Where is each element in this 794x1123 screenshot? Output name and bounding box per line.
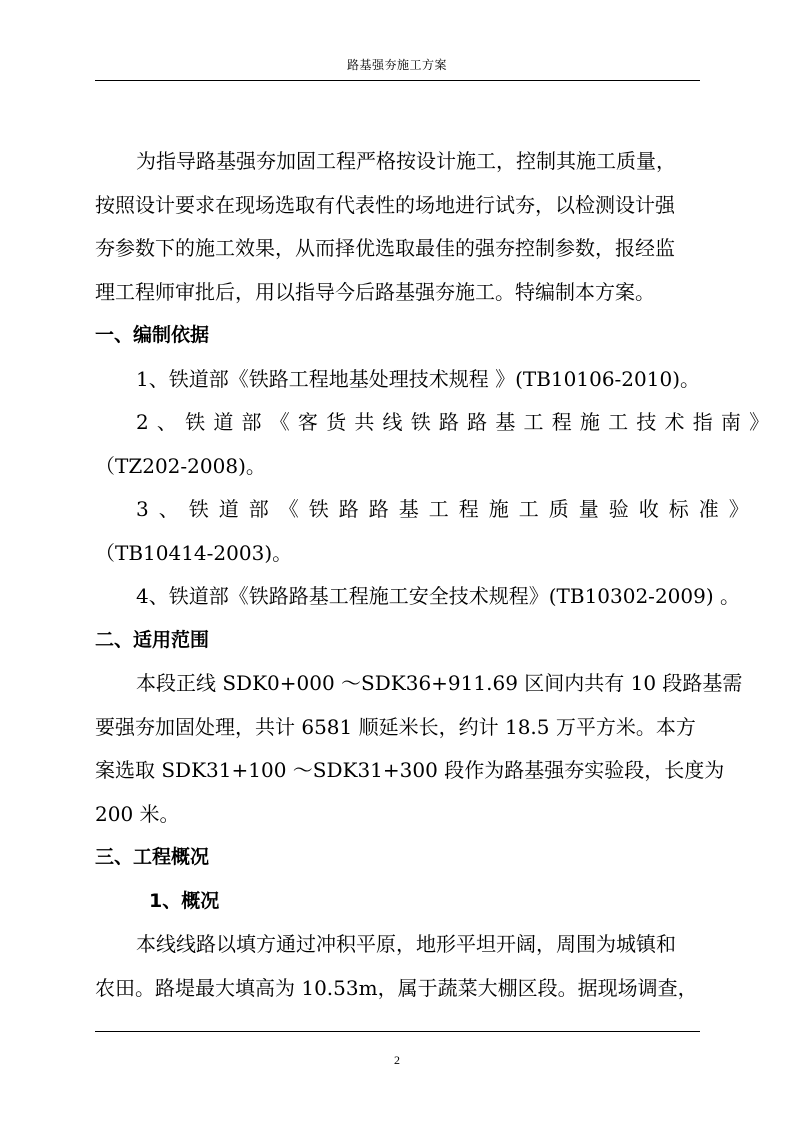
scope-line-2: 要强夯加固处理，共计 6581 顺延米长，约计 18.5 万平方米。本方 [95,714,696,739]
subsection-heading-overview: 1、概况 [149,889,220,912]
intro-line-4: 理工程师审批后，用以指导今后路基强夯施工。特编制本方案。 [95,279,655,304]
intro-line-3: 夯参数下的施工效果，从而择优选取最佳的强夯控制参数，报经监 [95,236,675,260]
basis-item-3: 3、铁道部《铁路路基工程施工质量验收标准》 [136,497,759,521]
scope-line-3: 案选取 SDK31+100 ～SDK31+300 段作为路基强夯实验段，长度为 [95,758,725,782]
intro-line-1: 为指导路基强夯加固工程严格按设计施工，控制其施工质量， [136,149,676,173]
basis-item-3-code: （TB10414-2003)。 [95,540,293,565]
overview-line-2: 农田。路堤最大填高为 10.53m，属于蔬菜大棚区段。据现场调查， [95,975,698,1000]
basis-item-4: 4、铁道部《铁路路基工程施工安全技术规程》(TB10302-2009) 。 [136,584,741,608]
section-heading-overview: 三、工程概况 [95,846,210,868]
basis-item-1: 1、铁道部《铁路工程地基处理技术规程 》(TB10106-2010)。 [136,366,701,391]
scope-line-4: 200 米。 [95,801,180,826]
scope-line-1: 本段正线 SDK0+000 ～SDK36+911.69 区间内共有 10 段路基需 [136,671,743,695]
intro-line-2: 按照设计要求在现场选取有代表性的场地进行试夯，以检测设计强 [95,192,675,217]
section-heading-scope: 二、适用范围 [95,628,210,651]
overview-line-1: 本线线路以填方通过冲积平原，地形平坦开阔，周围为城镇和 [136,932,676,956]
section-heading-basis: 一、编制依据 [95,324,210,346]
page-number: 2 [394,1053,400,1067]
page-header-title: 路基强夯施工方案 [346,58,447,72]
header-divider [95,80,700,81]
basis-item-2: 2、铁道部《客货共线铁路路基工程施工技术指南》 [136,410,778,434]
footer-divider [95,1031,700,1032]
document-body [95,140,778,1010]
basis-item-2-code: （TZ202-2008)。 [95,453,266,478]
